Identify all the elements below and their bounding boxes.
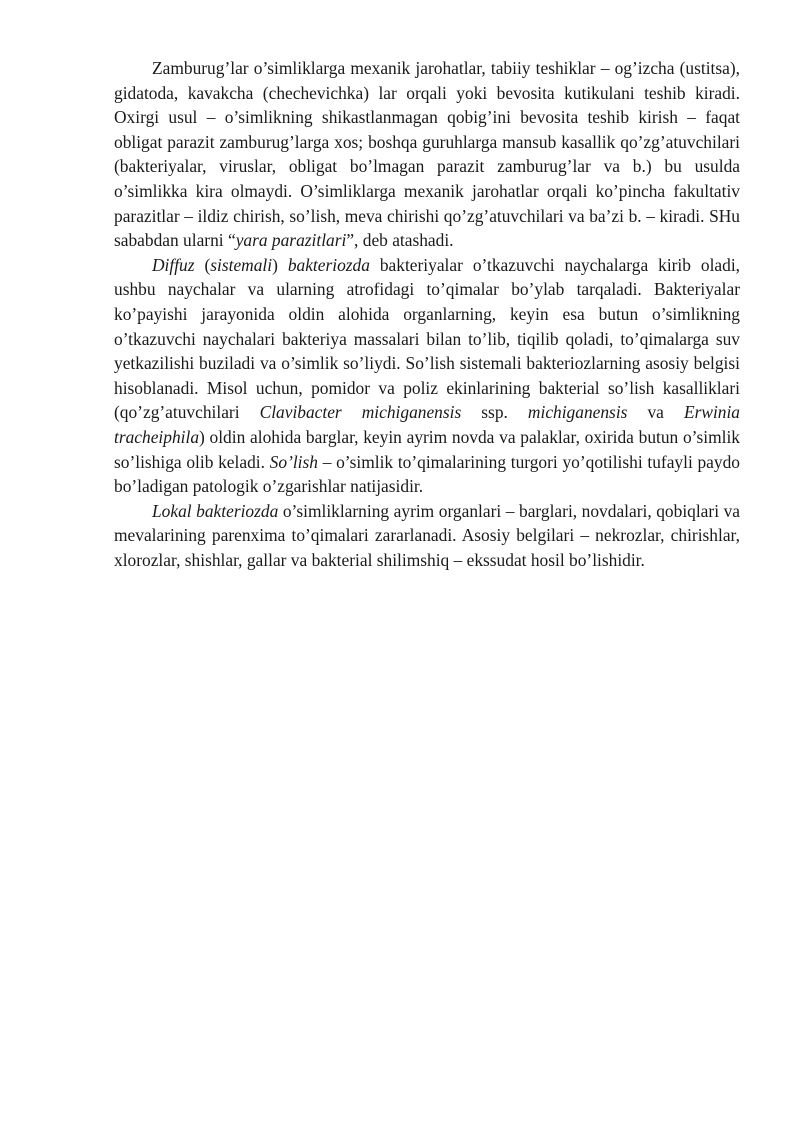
term-diffuz: Diffuz	[152, 254, 195, 275]
subspecies-michiganensis: michiganensis	[527, 402, 628, 423]
text-segment: Zamburug’lar o’simliklarga mexanik jarohatlar, tabiiy teshiklar – og’izcha (ustitsa), gidatoda, kavakcha (chechevichka) lar orqali yoki bevosita kutikulani teshib kiradi. Oxirgi usul – o’simlikning shikastlanmagan qobig’ini bevosita teshib kirish – faqat obligat parazit zamburug’larga xos; boshqa guruhlarga mansub kasallik qo’zg’atuvchilari (bakteriyalar, viruslar, obligat bo’lmagan parazit zamburug’lar va b.) bu usulda o’simlikka kira olmaydi. O’simliklarga mexanik jarohatlar orqali ko’pincha fakultativ parazitlar – ildiz chirish, so’lish, meva chirishi qo’zg’atuvchilari va ba’zi b. – kiradi. SHu sababdan ularni “	[114, 58, 740, 251]
text-segment: va	[627, 402, 684, 423]
term-sistemali: sistemali	[210, 254, 273, 275]
text-segment: (	[194, 254, 211, 275]
text-segment: ) oldin alohida barglar, keyin ayrim novda va palaklar, oxirida butun o’simlik so’lishiga olib keladi.	[114, 426, 740, 472]
term-lokal-bakteriozda: Lokal bakteriozda	[152, 500, 279, 521]
paragraph-local-bacteriosis	[114, 499, 740, 573]
paragraph-fungi-entry	[114, 56, 740, 253]
term-yara-parazitlari: yara parazitlari	[235, 230, 347, 251]
text-segment: – o’simlik to’qimalarining turgori yo’qotilishi tufayli paydo bo’ladigan patologik o’zgarishlar natijasidir.	[114, 451, 740, 497]
term-bakteriozda: bakteriozda	[287, 254, 370, 275]
text-segment: )	[272, 254, 288, 275]
text-segment: bakteriyalar o’tkazuvchi naychalarga kirib oladi, ushbu naychalar va ularning atrofidagi to’qimalar bo’ylab tarqaladi. Bakteriyalar ko’payishi jarayonida oldin alohida organlarning, keyin esa butun o’simlikning o’tkazuvchi naychalari bakteriya massalari bilan to’lib, tiqilib qoladi, to’qimalarga suv yetkazilishi buziladi va o’simlik so’liydi. So’lish sistemali bakteriozlarning asosiy belgisi hisoblanadi. Misol uchun, pomidor va poliz ekinlarining bakterial so’lish kasalliklari (qo’zg’atuvchilari	[114, 254, 741, 423]
text-segment: ssp.	[461, 402, 528, 423]
text-segment: o’simliklarning ayrim organlari – barglari, novdalari, qobiqlari va mevalarining parenxima to’qimalari zararlanadi. Asosiy belgilari – nekrozlar, chirishlar, xlorozlar, shishlar, gallar va bakterial shilimshiq – ekssudat hosil bo’lishidir.	[114, 500, 740, 570]
paragraph-diffuse-bacteriosis	[114, 253, 740, 499]
species-clavibacter: Clavibacter michiganensis	[259, 402, 462, 423]
term-solish: So’lish	[269, 451, 318, 472]
species-erwinia: Erwinia tracheiphila	[114, 402, 740, 447]
text-segment: ”, deb atashadi.	[346, 230, 454, 251]
document-page	[114, 56, 740, 572]
